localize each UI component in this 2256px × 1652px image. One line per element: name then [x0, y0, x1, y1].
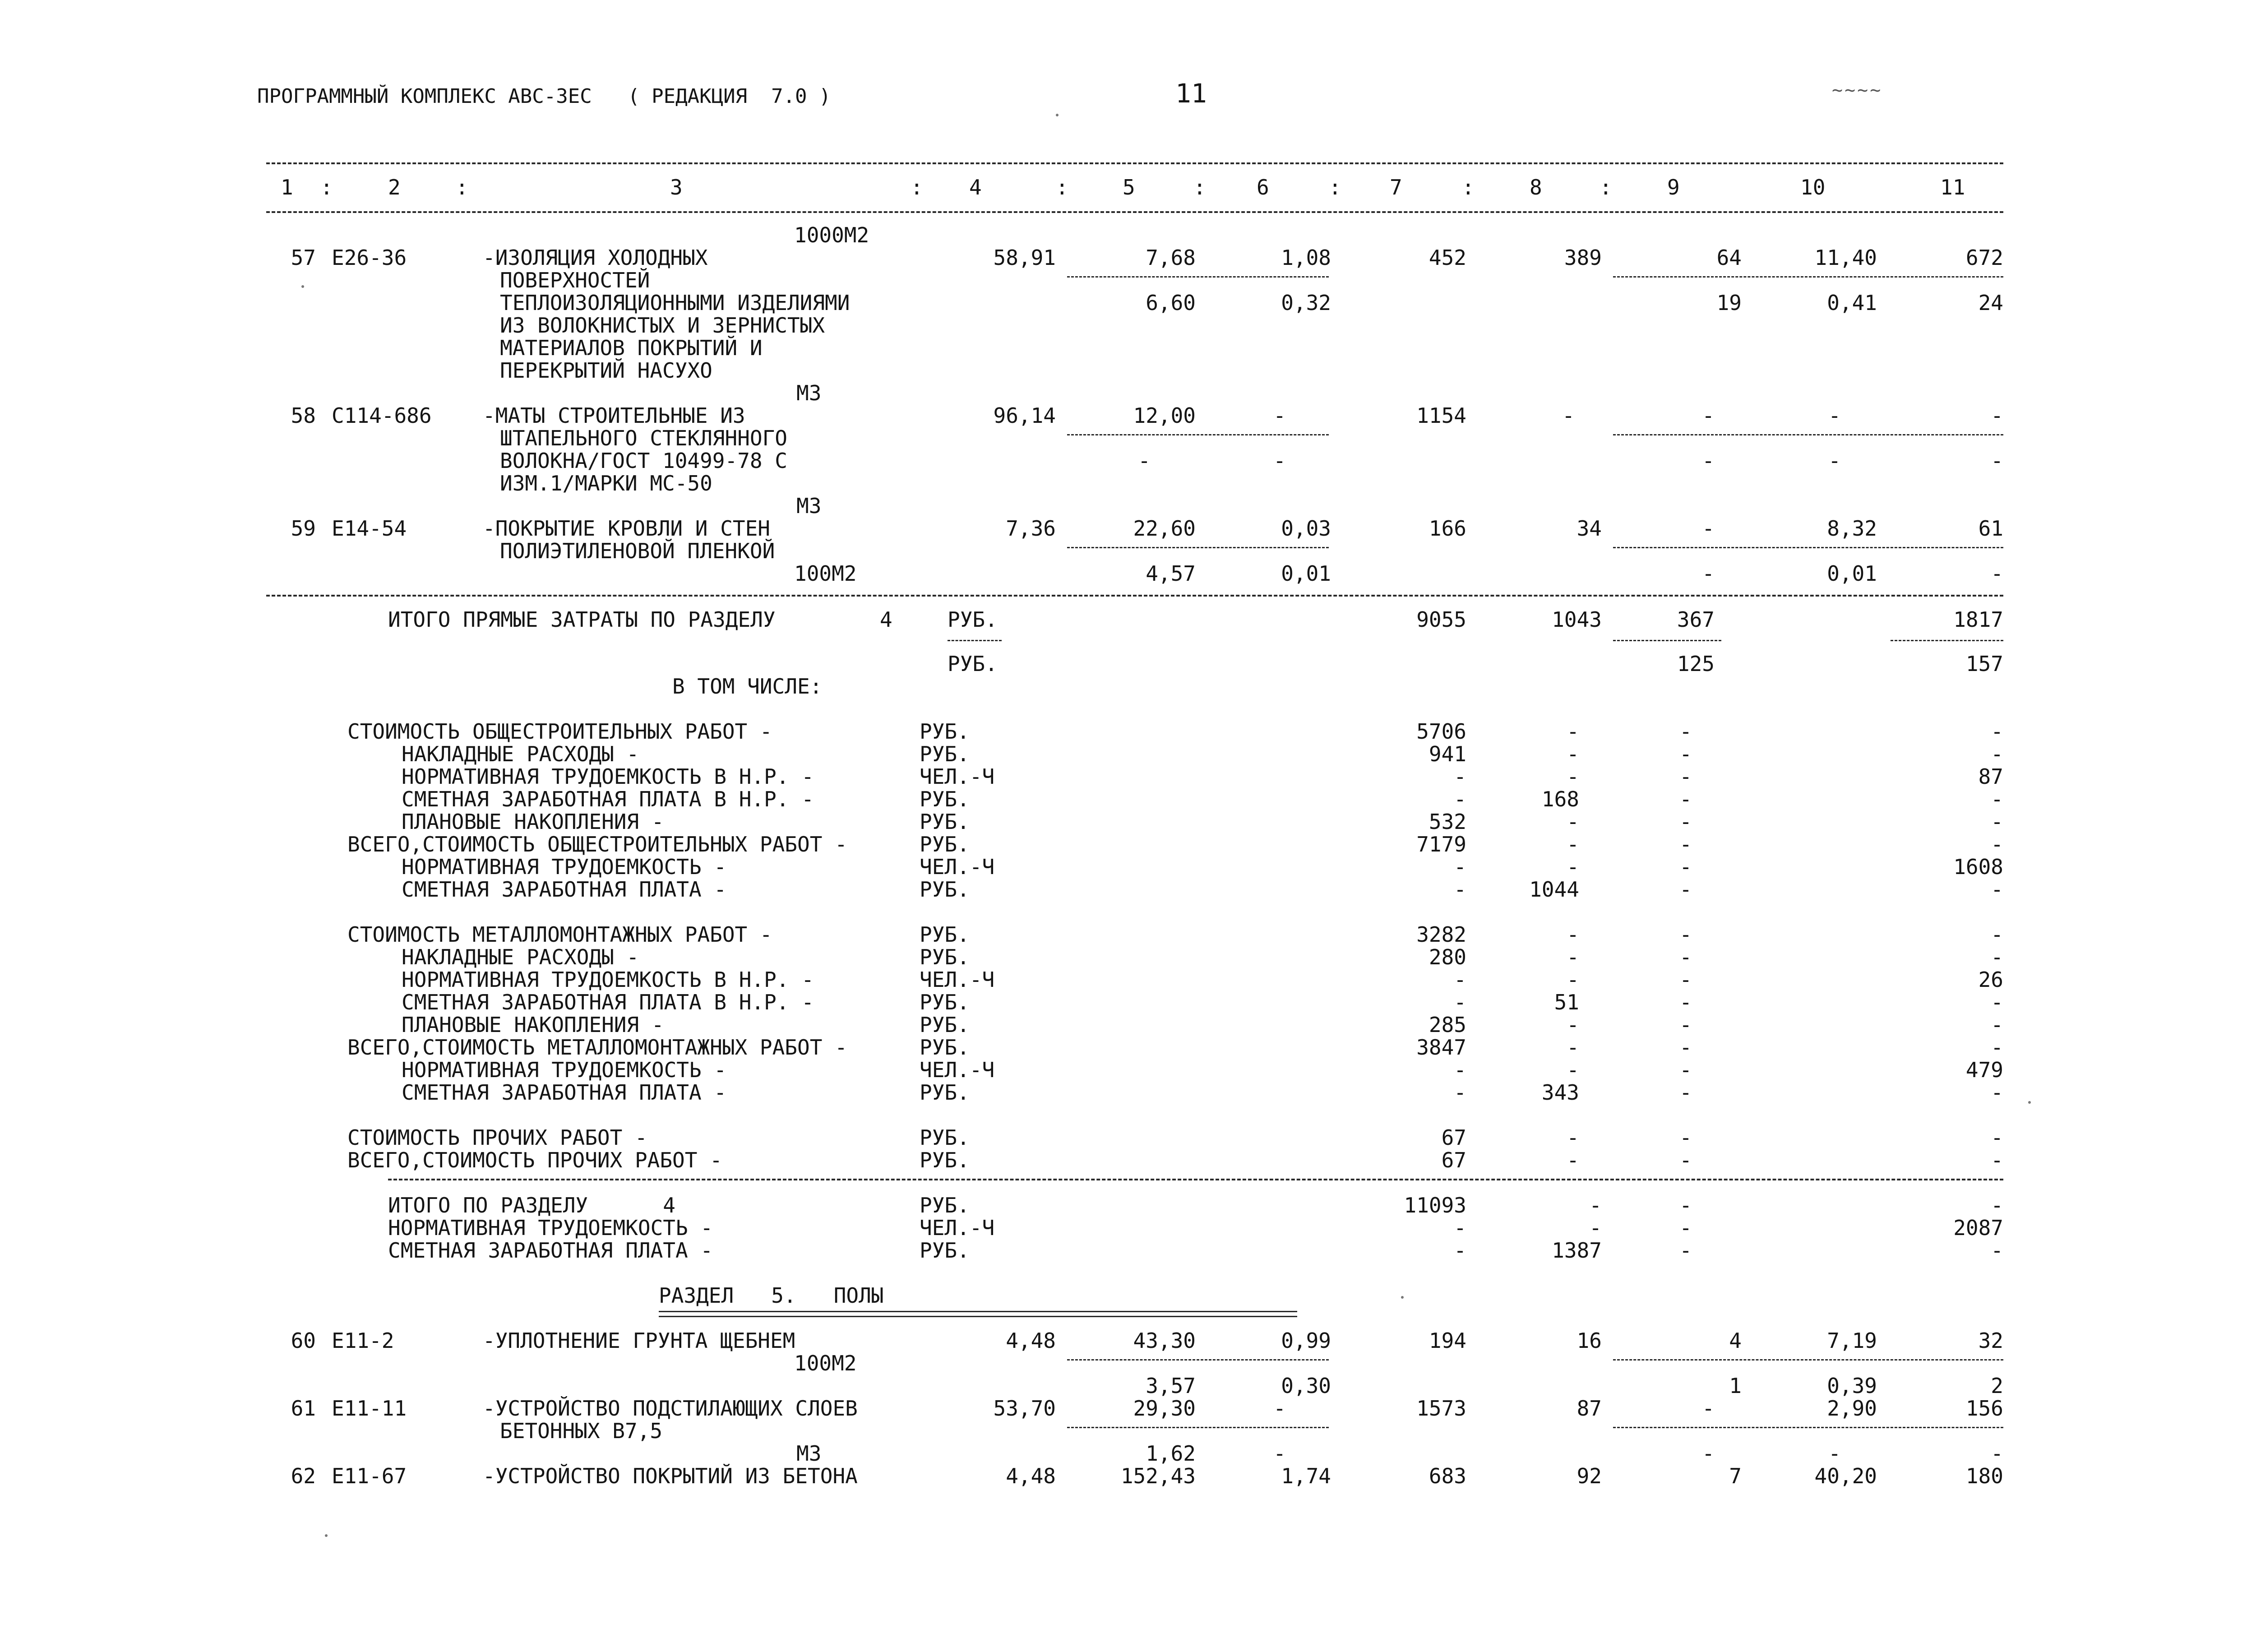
- section-5-title: РАЗДЕЛ 5. ПОЛЫ: [659, 1283, 884, 1308]
- scan-speck: [301, 285, 304, 288]
- cell-c8: -: [1567, 1148, 1579, 1172]
- item-code: Е26-36: [332, 245, 407, 270]
- cell-c6: 0,03: [1281, 516, 1331, 541]
- cell-c9: -: [1679, 1193, 1692, 1217]
- cell-c11: 1817: [1953, 607, 2003, 632]
- cell-c7: 3282: [1416, 922, 1466, 947]
- cell-c8: 1043: [1552, 607, 1602, 632]
- cell-c7: -: [1454, 1238, 1466, 1263]
- underline-c5-c6: [1067, 434, 1329, 435]
- item-name-line: ИЗ ВОЛОКНИСТЫХ И ЗЕРНИСТЫХ: [500, 313, 825, 338]
- breakdown-label: НОРМАТИВНАЯ ТРУДОЕМКОСТЬ В Н.Р. -: [402, 967, 814, 992]
- cell-c9: 64: [1716, 245, 1742, 270]
- cell-s11: -: [1991, 561, 2003, 586]
- breakdown-label: СМЕТНАЯ ЗАРАБОТНАЯ ПЛАТА В Н.Р. -: [402, 990, 814, 1014]
- cell-c9: -: [1679, 810, 1692, 834]
- cell-c11: -: [1991, 877, 2003, 902]
- underline-c5-c6: [1067, 276, 1329, 278]
- cell-c5: 22,60: [1133, 516, 1196, 541]
- cell-c11: -: [1991, 1193, 2003, 1217]
- item-number: 59: [291, 516, 316, 541]
- cell-c8: 16: [1576, 1328, 1602, 1353]
- cell-c9: 367: [1677, 607, 1715, 632]
- column-header-7: 4: [969, 175, 982, 199]
- column-header-8: :: [1056, 175, 1068, 199]
- breakdown-unit: РУБ.: [920, 1080, 970, 1105]
- item-name-line: -УПЛОТНЕНИЕ ГРУНТА ЩЕБНЕМ: [483, 1328, 795, 1353]
- column-header-19: 11: [1940, 175, 1965, 199]
- header-rule-top: [266, 162, 2003, 164]
- cell-c9: -: [1679, 1013, 1692, 1037]
- total-direct-unit: РУБ.: [948, 607, 998, 632]
- cell-c7: 9055: [1416, 607, 1466, 632]
- breakdown-unit: ЧЕЛ.-Ч: [920, 967, 995, 992]
- cell-s6: 0,30: [1281, 1374, 1331, 1398]
- cell-c8: 1044: [1529, 877, 1579, 902]
- cell-c11: 32: [1978, 1328, 2003, 1353]
- column-header-4: :: [456, 175, 468, 199]
- breakdown-label: ПЛАНОВЫЕ НАКОПЛЕНИЯ -: [402, 810, 664, 834]
- cell-c4: 96,14: [993, 403, 1056, 428]
- item-name-line: ПОЛИЭТИЛЕНОВОЙ ПЛЕНКОЙ: [500, 539, 775, 563]
- section-total-unit: ЧЕЛ.-Ч: [920, 1216, 995, 1240]
- cell-c7: 285: [1428, 1013, 1466, 1037]
- cell-c7: 941: [1428, 742, 1466, 766]
- cell-c9: -: [1679, 1080, 1692, 1105]
- cell-c10: 2,90: [1827, 1396, 1877, 1421]
- cell-s5: -: [1138, 449, 1151, 473]
- breakdown-unit: РУБ.: [920, 1035, 970, 1060]
- cell-s11: 2: [1991, 1374, 2003, 1398]
- cell-c9: -: [1679, 1216, 1692, 1240]
- cell-c11: -: [1991, 403, 2003, 428]
- cell-c8: -: [1567, 719, 1579, 744]
- cell-c5: 152,43: [1120, 1464, 1196, 1488]
- breakdown-label: ВСЕГО,СТОИМОСТЬ ОБЩЕСТРОИТЕЛЬНЫХ РАБОТ -: [347, 832, 847, 856]
- breakdown-label: СТОИМОСТЬ МЕТАЛЛОМОНТАЖНЫХ РАБОТ -: [347, 922, 772, 947]
- cell-c9: 7: [1729, 1464, 1742, 1488]
- cell-c5: 43,30: [1133, 1328, 1196, 1353]
- cell-s9: 19: [1716, 291, 1742, 315]
- cell-c7: -: [1454, 1058, 1466, 1082]
- breakdown-label: ПЛАНОВЫЕ НАКОПЛЕНИЯ -: [402, 1013, 664, 1037]
- item-code: Е14-54: [332, 516, 407, 541]
- cell-s10: 0,39: [1827, 1374, 1877, 1398]
- cell-s5: 4,57: [1146, 561, 1196, 586]
- cell-c11: 180: [1965, 1464, 2003, 1488]
- breakdown-unit: РУБ.: [920, 1125, 970, 1150]
- item-number: 57: [291, 245, 316, 270]
- breakdown-unit: РУБ.: [920, 1013, 970, 1037]
- cell-c6: 1,08: [1281, 245, 1331, 270]
- column-header-11: 6: [1257, 175, 1269, 199]
- cell-c8: 51: [1554, 990, 1579, 1014]
- scan-speck: [1401, 1296, 1404, 1299]
- cell-c10: 40,20: [1814, 1464, 1877, 1488]
- section-rule: [266, 595, 2003, 597]
- cell-s11: -: [1991, 449, 2003, 473]
- underline-c5-c6: [1067, 1427, 1329, 1428]
- cell-c9: -: [1679, 787, 1692, 811]
- cell-s9: -: [1702, 1441, 1715, 1466]
- column-header-3: 2: [388, 175, 401, 199]
- cell-c11: 1608: [1953, 855, 2003, 879]
- cell-c9: -: [1679, 764, 1692, 789]
- cell-c7: -: [1454, 1080, 1466, 1105]
- cell-c8: -: [1567, 1125, 1579, 1150]
- cell-s5: 1,62: [1146, 1441, 1196, 1466]
- item-number: 60: [291, 1328, 316, 1353]
- section-total-label: СМЕТНАЯ ЗАРАБОТНАЯ ПЛАТА -: [388, 1238, 713, 1263]
- cell-c8: 87: [1576, 1396, 1602, 1421]
- column-header-9: 5: [1123, 175, 1135, 199]
- cell-c8: -: [1562, 403, 1575, 428]
- cell-c9: -: [1679, 1148, 1692, 1172]
- cell-s10: -: [1828, 449, 1841, 473]
- cell-c9: -: [1679, 855, 1692, 879]
- section-total-label: ИТОГО ПО РАЗДЕЛУ 4: [388, 1193, 675, 1217]
- cell-c7: 7179: [1416, 832, 1466, 856]
- column-header-14: :: [1462, 175, 1475, 199]
- cell-s6: 0,32: [1281, 291, 1331, 315]
- cell-s10: 0,01: [1827, 561, 1877, 586]
- cell-c9: -: [1679, 719, 1692, 744]
- cell-c7: -: [1454, 967, 1466, 992]
- cell-c9: -: [1679, 832, 1692, 856]
- item-name-line: -ПОКРЫТИЕ КРОВЛИ И СТЕН: [483, 516, 770, 541]
- cell-c8: 34: [1576, 516, 1602, 541]
- item-name-line: -ИЗОЛЯЦИЯ ХОЛОДНЫХ: [483, 245, 708, 270]
- underline-c9: [1613, 640, 1721, 641]
- cell-c10: -: [1828, 403, 1841, 428]
- cell-c8: -: [1567, 945, 1579, 969]
- underline-c9-c11: [1613, 547, 2003, 548]
- cell-c8: -: [1567, 922, 1579, 947]
- cell-c11: 672: [1965, 245, 2003, 270]
- cell-c9: -: [1702, 1396, 1715, 1421]
- cell-c11: -: [1991, 742, 2003, 766]
- cell-c7: 5706: [1416, 719, 1466, 744]
- cell-s11: 157: [1965, 652, 2003, 676]
- item-code: Е11-67: [332, 1464, 407, 1488]
- item-name-line: ИЗМ.1/МАРКИ МС-50: [500, 471, 712, 495]
- cell-c11: 2087: [1953, 1216, 2003, 1240]
- cell-c11: -: [1991, 922, 2003, 947]
- cell-c9: -: [1679, 1035, 1692, 1060]
- total-direct-unit-2: РУБ.: [948, 652, 998, 676]
- cell-s9: -: [1702, 449, 1715, 473]
- breakdown-label: НОРМАТИВНАЯ ТРУДОЕМКОСТЬ -: [402, 1058, 727, 1082]
- item-name-line: ПОВЕРХНОСТЕЙ: [500, 268, 650, 292]
- cell-c4: 7,36: [1006, 516, 1056, 541]
- cell-c7: 683: [1428, 1464, 1466, 1488]
- column-header-16: :: [1600, 175, 1612, 199]
- cell-c7: 11093: [1404, 1193, 1466, 1217]
- breakdown-unit: ЧЕЛ.-Ч: [920, 764, 995, 789]
- cell-c6: 0,99: [1281, 1328, 1331, 1353]
- section-total-unit: РУБ.: [920, 1238, 970, 1263]
- cell-c9: -: [1702, 516, 1715, 541]
- item-name-line: ПЕРЕКРЫТИЙ НАСУХО: [500, 358, 712, 383]
- breakdown-label: НОРМАТИВНАЯ ТРУДОЕМКОСТЬ -: [402, 855, 727, 879]
- breakdown-label: НАКЛАДНЫЕ РАСХОДЫ -: [402, 945, 639, 969]
- item-code: С114-686: [332, 403, 432, 428]
- cell-c7: 194: [1428, 1328, 1466, 1353]
- cell-s10: 0,41: [1827, 291, 1877, 315]
- cell-c9: 4: [1729, 1328, 1742, 1353]
- cell-c7: 67: [1441, 1148, 1466, 1172]
- item-name-line: -УСТРОЙСТВО ПОДСТИЛАЮЩИХ СЛОЕВ: [483, 1396, 858, 1421]
- cell-s9: -: [1702, 561, 1715, 586]
- cell-c7: -: [1454, 990, 1466, 1014]
- scan-speck: [2028, 1101, 2031, 1104]
- item-name-line: ШТАПЕЛЬНОГО СТЕКЛЯННОГО: [500, 426, 787, 450]
- cell-s6: -: [1273, 449, 1286, 473]
- cell-c7: -: [1454, 855, 1466, 879]
- column-header-17: 9: [1667, 175, 1680, 199]
- cell-c7: -: [1454, 1216, 1466, 1240]
- cell-c8: 389: [1564, 245, 1602, 270]
- breakdown-label: НАКЛАДНЫЕ РАСХОДЫ -: [402, 742, 639, 766]
- cell-c11: -: [1991, 1013, 2003, 1037]
- underline-c9-c11: [1613, 276, 2003, 278]
- item-number: 58: [291, 403, 316, 428]
- cell-c9: -: [1679, 967, 1692, 992]
- cell-c7: -: [1454, 764, 1466, 789]
- column-header-12: :: [1329, 175, 1341, 199]
- cell-s6: 0,01: [1281, 561, 1331, 586]
- breakdown-unit: РУБ.: [920, 810, 970, 834]
- breakdown-unit: РУБ.: [920, 877, 970, 902]
- cell-c11: 61: [1978, 516, 2003, 541]
- column-header-18: 10: [1800, 175, 1826, 199]
- cell-c8: 168: [1541, 787, 1579, 811]
- breakdown-unit: РУБ.: [920, 945, 970, 969]
- cell-c7: 1154: [1416, 403, 1466, 428]
- item-unit: 100М2: [794, 561, 857, 586]
- including-label: В ТОМ ЧИСЛЕ:: [672, 674, 823, 699]
- cell-c4: 58,91: [993, 245, 1056, 270]
- item-number: 62: [291, 1464, 316, 1488]
- cell-c4: 4,48: [1006, 1464, 1056, 1488]
- underline-c9-c11: [1613, 1359, 2003, 1360]
- cell-c7: 1573: [1416, 1396, 1466, 1421]
- cell-c8: -: [1567, 810, 1579, 834]
- scan-speck: [325, 1534, 328, 1537]
- cell-c7: 532: [1428, 810, 1466, 834]
- cell-s11: 24: [1978, 291, 2003, 315]
- breakdown-unit: ЧЕЛ.-Ч: [920, 855, 995, 879]
- cell-c10: 7,19: [1827, 1328, 1877, 1353]
- breakdown-label: ВСЕГО,СТОИМОСТЬ ПРОЧИХ РАБОТ -: [347, 1148, 722, 1172]
- cell-s10: -: [1828, 1441, 1841, 1466]
- signature-scribble: ~~~~: [1832, 80, 1883, 101]
- cell-c9: -: [1679, 922, 1692, 947]
- cell-c11: -: [1991, 810, 2003, 834]
- item-name-line: ТЕПЛОИЗОЛЯЦИОННЫМИ ИЗДЕЛИЯМИ: [500, 291, 850, 315]
- cell-c9: -: [1679, 945, 1692, 969]
- cell-c11: -: [1991, 1125, 2003, 1150]
- column-header-2: :: [320, 175, 333, 199]
- cell-c7: 67: [1441, 1125, 1466, 1150]
- cell-c11: -: [1991, 1035, 2003, 1060]
- cell-c11: -: [1991, 1148, 2003, 1172]
- cell-c9: -: [1679, 742, 1692, 766]
- item-unit: М3: [796, 494, 822, 518]
- column-header-15: 8: [1530, 175, 1542, 199]
- breakdown-unit: РУБ.: [920, 719, 970, 744]
- total-direct-label: ИТОГО ПРЯМЫЕ ЗАТРАТЫ ПО РАЗДЕЛУ: [388, 607, 776, 632]
- cell-c9: -: [1679, 1125, 1692, 1150]
- cell-c8: -: [1589, 1193, 1602, 1217]
- breakdown-label: СМЕТНАЯ ЗАРАБОТНАЯ ПЛАТА -: [402, 1080, 727, 1105]
- cell-c11: 26: [1978, 967, 2003, 992]
- breakdown-label: СМЕТНАЯ ЗАРАБОТНАЯ ПЛАТА В Н.Р. -: [402, 787, 814, 811]
- breakdown-unit: РУБ.: [920, 1148, 970, 1172]
- cell-c9: -: [1679, 990, 1692, 1014]
- underline-c9-c11: [1613, 434, 2003, 435]
- underline-c5-c6: [1067, 547, 1329, 548]
- cell-c11: -: [1991, 1238, 2003, 1263]
- cell-c8: -: [1567, 855, 1579, 879]
- item-number: 61: [291, 1396, 316, 1421]
- cell-s5: 6,60: [1146, 291, 1196, 315]
- cell-c8: -: [1567, 1013, 1579, 1037]
- cell-c9: -: [1679, 877, 1692, 902]
- cell-c7: 280: [1428, 945, 1466, 969]
- underline-unit: [948, 640, 1002, 641]
- column-header-13: 7: [1390, 175, 1402, 199]
- cell-c6: -: [1273, 1396, 1286, 1421]
- breakdown-unit: РУБ.: [920, 990, 970, 1014]
- cell-c8: -: [1567, 1058, 1579, 1082]
- item-code: Е11-2: [332, 1328, 394, 1353]
- section-5-double-rule: [659, 1311, 1297, 1317]
- item-unit: М3: [796, 381, 822, 405]
- breakdown-unit: РУБ.: [920, 832, 970, 856]
- cell-s6: -: [1273, 1441, 1286, 1466]
- cell-c10: 8,32: [1827, 516, 1877, 541]
- item-unit: 100М2: [794, 1351, 857, 1375]
- column-header-5: 3: [670, 175, 683, 199]
- cell-c8: 92: [1576, 1464, 1602, 1488]
- breakdown-label: СТОИМОСТЬ ПРОЧИХ РАБОТ -: [347, 1125, 647, 1150]
- cell-s11: -: [1991, 1441, 2003, 1466]
- cell-c11: -: [1991, 945, 2003, 969]
- item-name-line: БЕТОННЫХ В7,5: [500, 1419, 663, 1443]
- cell-c11: -: [1991, 832, 2003, 856]
- column-header-1: 1: [281, 175, 293, 199]
- cell-c7: -: [1454, 877, 1466, 902]
- cell-s9: 1: [1729, 1374, 1742, 1398]
- scan-speck: [1056, 114, 1059, 116]
- cell-c11: 479: [1965, 1058, 2003, 1082]
- underline-c11: [1891, 640, 2003, 641]
- page-number: 11: [1175, 78, 1207, 109]
- breakdown-label: СТОИМОСТЬ ОБЩЕСТРОИТЕЛЬНЫХ РАБОТ -: [347, 719, 772, 744]
- cell-c5: 29,30: [1133, 1396, 1196, 1421]
- cell-s9: 125: [1677, 652, 1715, 676]
- cell-c9: -: [1702, 403, 1715, 428]
- cell-c9: -: [1679, 1238, 1692, 1263]
- item-name-line: -УСТРОЙСТВО ПОКРЫТИЙ ИЗ БЕТОНА: [483, 1464, 858, 1488]
- underline-c9-c11: [1613, 1427, 2003, 1428]
- item-unit: 1000М2: [794, 223, 869, 247]
- cell-c11: -: [1991, 990, 2003, 1014]
- section-total-label: НОРМАТИВНАЯ ТРУДОЕМКОСТЬ -: [388, 1216, 713, 1240]
- cell-c8: -: [1567, 832, 1579, 856]
- cell-c7: -: [1454, 787, 1466, 811]
- item-name-line: МАТЕРИАЛОВ ПОКРЫТИЙ И: [500, 336, 763, 360]
- item-code: Е11-11: [332, 1396, 407, 1421]
- breakdown-unit: РУБ.: [920, 922, 970, 947]
- cell-c8: -: [1567, 742, 1579, 766]
- cell-s5: 3,57: [1146, 1374, 1196, 1398]
- header-rule-bottom: [266, 211, 2003, 213]
- cell-c11: -: [1991, 787, 2003, 811]
- cell-c8: -: [1567, 967, 1579, 992]
- cell-c11: 156: [1965, 1396, 2003, 1421]
- underline-c5-c6: [1067, 1359, 1329, 1360]
- cell-c8: 1387: [1552, 1238, 1602, 1263]
- cell-c9: -: [1679, 1058, 1692, 1082]
- cell-c4: 53,70: [993, 1396, 1056, 1421]
- breakdown-label: НОРМАТИВНАЯ ТРУДОЕМКОСТЬ В Н.Р. -: [402, 764, 814, 789]
- cell-c11: -: [1991, 719, 2003, 744]
- breakdown-unit: РУБ.: [920, 787, 970, 811]
- cell-c8: -: [1589, 1216, 1602, 1240]
- total-direct-section-no: 4: [880, 607, 892, 632]
- cell-c6: -: [1273, 403, 1286, 428]
- breakdown-label: СМЕТНАЯ ЗАРАБОТНАЯ ПЛАТА -: [402, 877, 727, 902]
- cell-c6: 1,74: [1281, 1464, 1331, 1488]
- cell-c5: 12,00: [1133, 403, 1196, 428]
- breakdown-unit: РУБ.: [920, 742, 970, 766]
- item-unit: М3: [796, 1441, 822, 1466]
- cell-c11: 87: [1978, 764, 2003, 789]
- cell-c4: 4,48: [1006, 1328, 1056, 1353]
- cell-c7: 3847: [1416, 1035, 1466, 1060]
- cell-c8: 343: [1541, 1080, 1579, 1105]
- cell-c7: 452: [1428, 245, 1466, 270]
- section-total-unit: РУБ.: [920, 1193, 970, 1217]
- cell-c11: -: [1991, 1080, 2003, 1105]
- breakdown-unit: ЧЕЛ.-Ч: [920, 1058, 995, 1082]
- breakdown-label: ВСЕГО,СТОИМОСТЬ МЕТАЛЛОМОНТАЖНЫХ РАБОТ -: [347, 1035, 847, 1060]
- cell-c8: -: [1567, 764, 1579, 789]
- column-header-10: :: [1193, 175, 1206, 199]
- cell-c10: 11,40: [1814, 245, 1877, 270]
- item-name-line: ВОЛОКНА/ГОСТ 10499-78 С: [500, 449, 787, 473]
- cell-c7: 166: [1428, 516, 1466, 541]
- program-title: ПРОГРАММНЫЙ КОМПЛЕКС АВС-3ЕС ( РЕДАКЦИЯ 7.0 ): [257, 85, 831, 108]
- cell-c8: -: [1567, 1035, 1579, 1060]
- section-rule: [388, 1179, 2003, 1180]
- item-name-line: -МАТЫ СТРОИТЕЛЬНЫЕ ИЗ: [483, 403, 745, 428]
- cell-c5: 7,68: [1146, 245, 1196, 270]
- column-header-6: :: [911, 175, 923, 199]
